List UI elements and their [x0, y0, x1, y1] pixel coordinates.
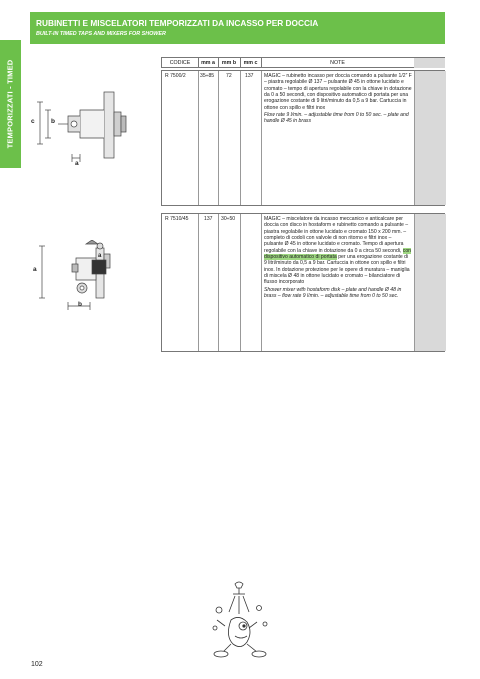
table-row [161, 213, 445, 352]
diagram1-label-b: b [51, 118, 55, 125]
row2-note-it: MAGIC – miscelatore da incasso meccanico e anticalcare per doccia con disco in hostaform e rubinetto comando a pulsante – piastra regolabile in ottone lucidato e cromato 150 x 200 mm. – completo di codoli con valvole di non ritorno e filtri inox – pulsante Ø 45 in ottone lucidato e cromato. Tempo di apertura regolabile con la chiave in dotazione da 0 a circa 50 secondi, con dispositivo automatico di portata per una erogazione costante di 9 litri/minuto da 0,5 a 9 bar. Cartuccia in ottone con spillo e filtri inox. In dotazione protezione per le opere di muratura – maniglia di miscela Ø 48 in ottone lucidato e cromato – bilanciatore di flusso incorporato [264, 216, 411, 286]
row2-a: 137 [204, 216, 213, 222]
col-mm-b: mm b [218, 58, 241, 68]
section-header [30, 12, 445, 44]
side-tab-label: TEMPORIZZATI - TIMED [5, 59, 15, 149]
diagram2-label-a: a [33, 266, 37, 273]
diagram1-label-a: a [75, 160, 79, 167]
row1-note [264, 73, 412, 125]
grey-column [414, 214, 446, 351]
row1-c: 137 [245, 73, 254, 79]
col-mm-c: mm c [240, 58, 262, 68]
col-mm-a: mm a [198, 58, 219, 68]
diagram-mixer-r7510 [28, 240, 148, 320]
diagram1-label-c: c [31, 118, 35, 125]
row1-a: 35÷85 [200, 73, 215, 79]
row1-note-it: MAGIC – rubinetto incasso per doccia comando a pulsante 1/2” F – piastra regolabile Ø 137 – pulsante Ø 45 in ottone lucidato e cromato – tempo di apertura regolabile con la chiave in dotazione da 0 a 50 secondi, con dispositivo automatico di portata per una erogazione costante di 9 litri/minuto da 0,5 a 9 bar. Cartuccia in ottone con spillo e filtri inox [264, 73, 412, 111]
col-codice: CODICE [162, 58, 199, 68]
section-title: RUBINETTI E MISCELATORI TEMPORIZZATI DA INCASSO PER DOCCIA [36, 18, 319, 28]
row1-b: 72 [226, 73, 232, 79]
row2-note [264, 216, 412, 299]
diagram-tap-r7500 [28, 82, 148, 177]
row2-code: R 7510/45 [165, 216, 189, 222]
grey-column [414, 71, 446, 205]
side-tab [0, 40, 21, 168]
table-row [161, 70, 445, 206]
row2-b: 30÷50 [221, 216, 236, 222]
diagram2-label-a-small: a [98, 253, 102, 259]
row2-note-en: Shower mixer with hostaform disk – plate and handle Ø 48 in brass – flow rate 9 l/min. – adjustable time from 0 to 50 sec. [264, 286, 402, 300]
row1-code: R 7500/2 [165, 73, 186, 79]
section-subtitle: BUILT-IN TIMED TAPS AND MIXERS FOR SHOWER [36, 31, 166, 37]
highlighted-text: con dispositivo automatico di portata [264, 247, 411, 261]
col-blank [414, 58, 445, 68]
col-note: NOTE [261, 58, 415, 68]
table-header [161, 57, 445, 68]
diagram2-label-b: b [78, 301, 82, 308]
row1-note-en: Flow rate 9 l/min. – adjustable time from 0 to 50 sec. – plate and handle Ø 45 in brass [264, 112, 409, 125]
page-number: 102 [31, 661, 43, 668]
shower-cartoon-illustration [205, 580, 280, 660]
